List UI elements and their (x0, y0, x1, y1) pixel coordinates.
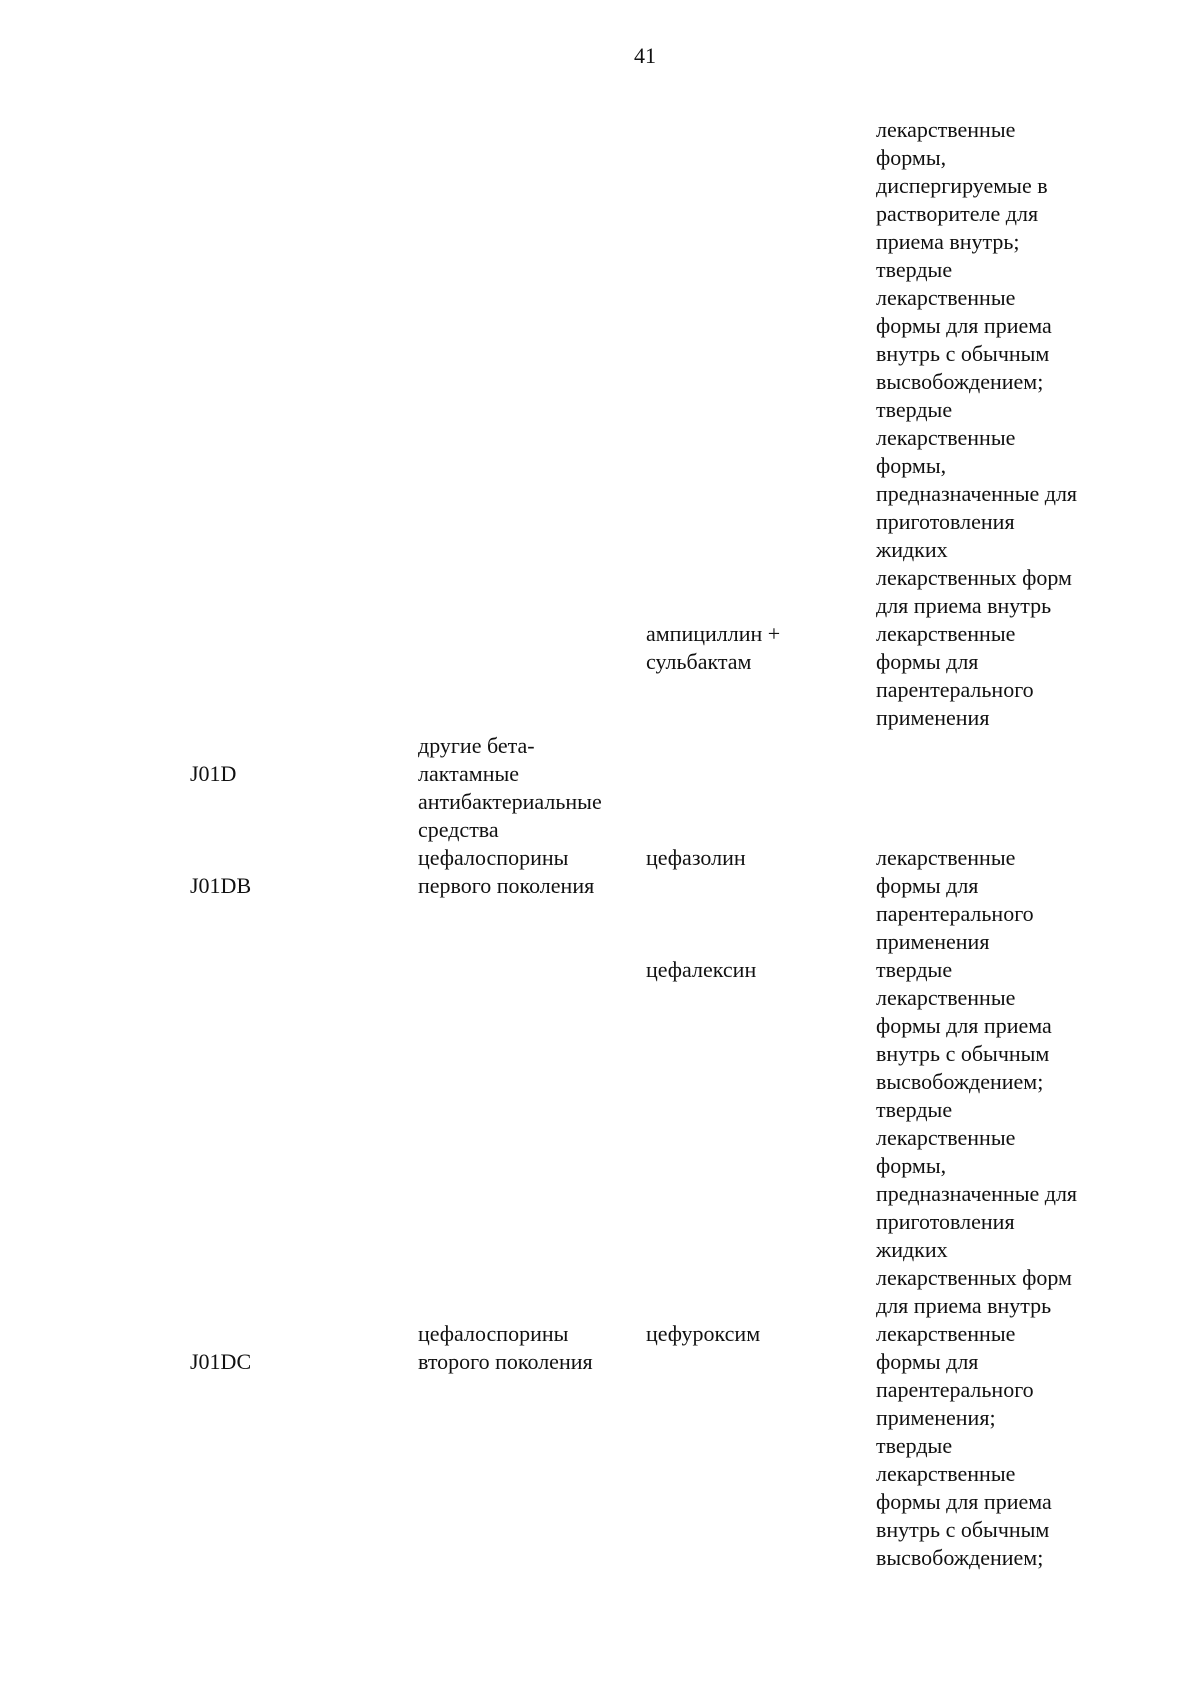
dosage-form-line: применения; (876, 1405, 996, 1430)
dosage-form-line: приема внутрь; (876, 229, 1020, 254)
dosage-form-line: твердые (876, 957, 953, 982)
drug-name: цефалексин (646, 957, 757, 982)
dosage-form-line: твердые (876, 1097, 953, 1122)
dosage-form-line: лекарственных форм (876, 1265, 1072, 1290)
drug-name: ампициллин + (646, 621, 781, 646)
page-number: 41 (634, 43, 656, 68)
dosage-form-line: лекарственные (876, 425, 1016, 450)
dosage-form-line: лекарственные (876, 1125, 1016, 1150)
dosage-form-line: формы для приема (876, 313, 1052, 338)
dosage-form-line: формы для (876, 1349, 979, 1374)
dosage-form-line: лекарственные (876, 845, 1016, 870)
dosage-form-line: лекарственные (876, 285, 1016, 310)
dosage-form-line: предназначенные для (876, 1181, 1078, 1206)
group-name: цефалоспорины (418, 845, 569, 870)
dosage-form-line: внутрь с обычным (876, 1517, 1050, 1542)
dosage-form-line: для приема внутрь (876, 593, 1052, 618)
atc-code: J01D (190, 761, 237, 786)
dosage-form-line: внутрь с обычным (876, 1041, 1050, 1066)
dosage-form-line: твердые (876, 1433, 953, 1458)
drug-name: цефазолин (646, 845, 746, 870)
group-name: средства (418, 817, 499, 842)
dosage-form-line: лекарственные (876, 117, 1016, 142)
dosage-form-line: приготовления (876, 509, 1015, 534)
dosage-form-line: для приема внутрь (876, 1293, 1052, 1318)
dosage-form-line: лекарственных форм (876, 565, 1072, 590)
dosage-form-line: высвобождением; (876, 1069, 1044, 1094)
dosage-form-line: парентерального (876, 677, 1034, 702)
dosage-form-line: парентерального (876, 901, 1034, 926)
group-name: первого поколения (418, 873, 595, 898)
dosage-form-line: применения (876, 705, 990, 730)
dosage-form-line: формы, (876, 145, 947, 170)
dosage-form-line: формы для приема (876, 1013, 1052, 1038)
group-name: второго поколения (418, 1349, 593, 1374)
dosage-form-line: твердые (876, 257, 953, 282)
group-name: лактамные (418, 761, 520, 786)
dosage-form-line: жидких (876, 537, 948, 562)
group-name: другие бета- (418, 733, 535, 758)
dosage-form-line: твердые (876, 397, 953, 422)
dosage-form-line: формы, (876, 453, 947, 478)
dosage-form-line: лекарственные (876, 985, 1016, 1010)
group-name: антибактериальные (418, 789, 602, 814)
dosage-form-line: лекарственные (876, 621, 1016, 646)
dosage-form-line: высвобождением; (876, 1545, 1044, 1570)
dosage-form-line: диспергируемые в (876, 173, 1048, 198)
dosage-form-line: формы для (876, 649, 979, 674)
dosage-form-line: формы для (876, 873, 979, 898)
dosage-form-line: высвобождением; (876, 369, 1044, 394)
dosage-form-line: применения (876, 929, 990, 954)
dosage-form-line: приготовления (876, 1209, 1015, 1234)
dosage-form-line: внутрь с обычным (876, 341, 1050, 366)
dosage-form-line: жидких (876, 1237, 948, 1262)
dosage-form-line: растворителе для (876, 201, 1039, 226)
drug-name: цефуроксим (646, 1321, 761, 1346)
dosage-form-line: лекарственные (876, 1321, 1016, 1346)
dosage-form-line: парентерального (876, 1377, 1034, 1402)
group-name: цефалоспорины (418, 1321, 569, 1346)
atc-code: J01DC (190, 1349, 252, 1374)
dosage-form-line: формы для приема (876, 1489, 1052, 1514)
atc-code: J01DB (190, 873, 252, 898)
drug-name: сульбактам (646, 649, 752, 674)
dosage-form-line: предназначенные для (876, 481, 1078, 506)
dosage-form-line: лекарственные (876, 1461, 1016, 1486)
dosage-form-line: формы, (876, 1153, 947, 1178)
